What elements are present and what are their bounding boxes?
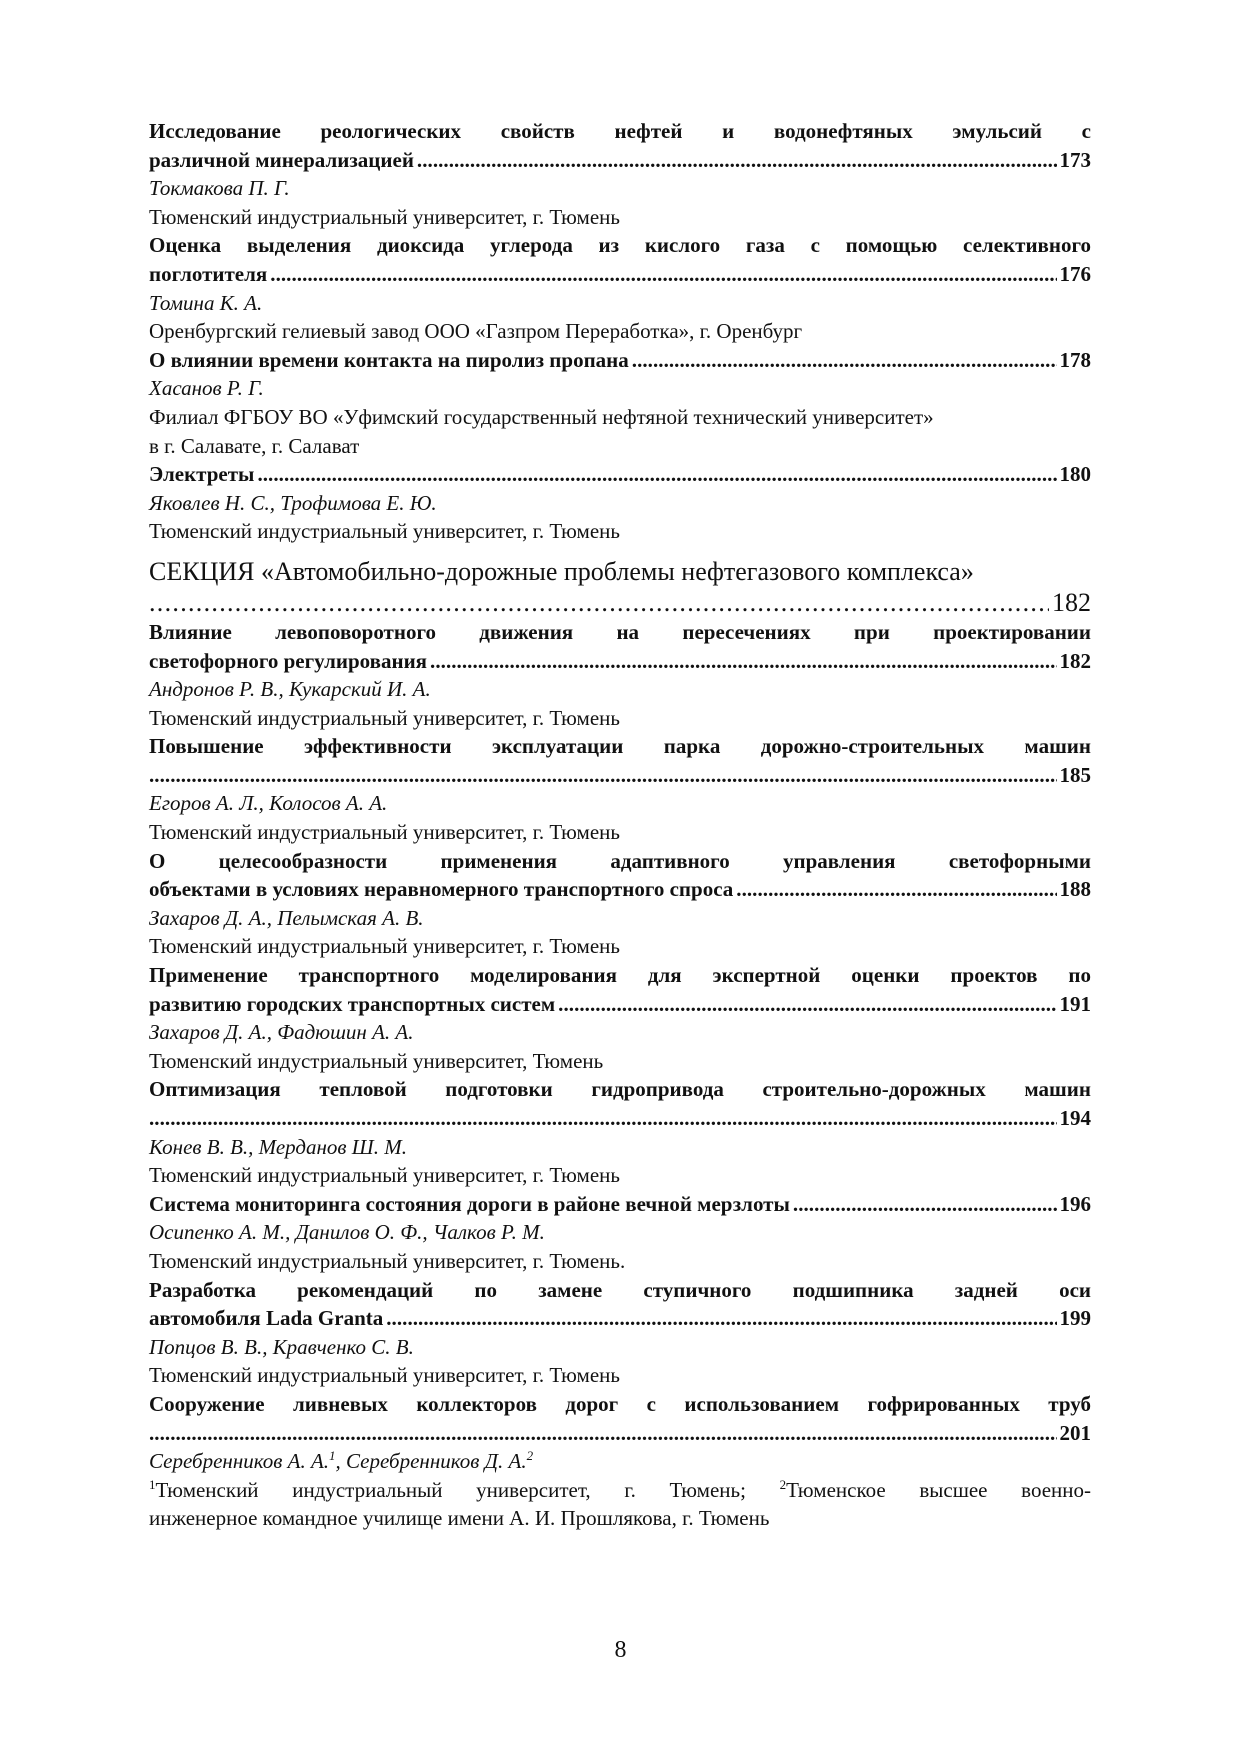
page-ref: 191 — [1059, 991, 1091, 1016]
leader-dots — [149, 761, 1057, 790]
entry-authors: Конев В. В., Мерданов Ш. М. — [149, 1134, 407, 1159]
page-ref: 185 — [1059, 762, 1091, 787]
entry-title-end: объектами в условиях неравномерного транспортного спроса — [149, 877, 734, 902]
toc-leader-line[interactable] — [149, 260, 1091, 289]
entry-authors: Томина К. А. — [149, 290, 263, 315]
entry-authors: Хасанов Р. Г. — [149, 376, 264, 401]
toc-entry — [149, 732, 1091, 846]
entry-affiliation: Филиал ФГБОУ ВО «Уфимский государственный нефтяной технический университет» — [149, 404, 934, 429]
entry-title-end: автомобиля Lada Granta — [149, 1306, 384, 1331]
entry-title-end: светофорного регулирования — [149, 648, 428, 673]
toc-leader-line[interactable] — [149, 1419, 1091, 1448]
entry-affiliation: Тюменский индустриальный университет, г. Тюмень — [149, 204, 620, 229]
footnote-mark: 1 — [149, 1476, 156, 1492]
page-ref: 201 — [1059, 1420, 1091, 1445]
entry-affiliation-cont: в г. Салавате, г. Салават — [149, 433, 360, 458]
leader-dots — [430, 647, 1056, 676]
entry-authors: Яковлев Н. С., Трофимова Е. Ю. — [149, 490, 437, 515]
toc-entry — [149, 346, 1091, 460]
leader-dots — [386, 1304, 1056, 1333]
entry-title-end: различной минерализацией — [149, 147, 414, 172]
entry-title: Система мониторинга состояния дороги в районе вечной мерзлоты — [149, 1191, 790, 1216]
leader-dots — [257, 460, 1056, 489]
table-of-contents — [149, 117, 1091, 1533]
entry-title: О целесообразности применения адаптивного управления светофорными — [149, 848, 1091, 873]
page-ref: 178 — [1059, 347, 1091, 372]
page-ref: 196 — [1059, 1191, 1091, 1216]
entry-affiliation: Тюменский индустриальный университет, г. Тюмень — [149, 934, 620, 959]
entry-title-end: поглотителя — [149, 261, 268, 286]
entry-authors: Захаров Д. А., Фадюшин А. А. — [149, 1020, 414, 1045]
entry-affiliation-cont: инженерное командное училище имени А. И. Прошлякова, г. Тюмень — [149, 1506, 770, 1531]
page-ref: 176 — [1059, 261, 1091, 286]
section-page-ref: 182 — [1052, 587, 1091, 617]
author-name: Серебренников Д. А. — [346, 1449, 527, 1474]
page-ref: 194 — [1059, 1106, 1091, 1130]
leader-dots — [417, 146, 1057, 175]
toc-entry — [149, 961, 1091, 1075]
author-separator: , — [335, 1449, 347, 1474]
entry-affiliation: Оренбургский гелиевый завод ООО «Газпром Переработка», г. Оренбург — [149, 319, 803, 344]
entry-title: Повышение эффективности эксплуатации парка дорожно-строительных машин — [149, 734, 1091, 759]
entry-authors: Токмакова П. Г. — [149, 176, 290, 201]
toc-entry — [149, 460, 1091, 546]
toc-leader-line[interactable] — [149, 146, 1091, 175]
entry-title: О влиянии времени контакта на пиролиз пропана — [149, 347, 629, 372]
entry-affiliation: Тюменский индустриальный университет, г. Тюмень — [149, 1163, 620, 1188]
page-ref: 182 — [1059, 648, 1091, 673]
entry-title: Оценка выделения диоксида углерода из кислого газа с помощью селективного — [149, 233, 1091, 258]
section-leader-line — [149, 588, 1091, 618]
affiliation-text: Тюменское высшее военно- — [786, 1477, 1091, 1502]
entry-affiliation: Тюменский индустриальный университет, г. Тюмень — [149, 820, 620, 845]
entry-title: Разработка рекомендаций по замене ступичного подшипника задней оси — [149, 1277, 1091, 1302]
entry-authors: Егоров А. Л., Колосов А. А. — [149, 791, 388, 816]
author-name: Серебренников А. А. — [149, 1449, 330, 1474]
toc-leader-line[interactable] — [149, 990, 1091, 1019]
entry-affiliation — [149, 1476, 1091, 1505]
toc-leader-line[interactable] — [149, 460, 1091, 489]
leader-dots — [270, 260, 1056, 289]
toc-entry — [149, 1075, 1091, 1189]
page-ref: 173 — [1059, 147, 1091, 172]
footnote-mark: 2 — [779, 1476, 787, 1492]
affiliation-text: Тюменский индустриальный университет, г. Тюмень; — [155, 1477, 780, 1502]
toc-leader-line[interactable] — [149, 1104, 1091, 1133]
entry-title: Оптимизация тепловой подготовки гидропривода строительно-дорожных машин — [149, 1077, 1091, 1102]
entry-affiliation: Тюменский индустриальный университет, г. Тюмень — [149, 519, 620, 544]
entry-title: Применение транспортного моделирования для экспертной оценки проектов по — [149, 963, 1091, 988]
entry-authors: Попцов В. В., Кравченко С. В. — [149, 1334, 414, 1359]
entry-affiliation: Тюменский индустриальный университет, г. Тюмень. — [149, 1248, 626, 1273]
toc-entry — [149, 1390, 1091, 1533]
entry-title: Сооружение ливневых коллекторов дорог с использованием гофрированных труб — [149, 1391, 1091, 1416]
leader-dots — [736, 875, 1056, 904]
section-title: СЕКЦИЯ «Автомобильно-дорожные проблемы нефтегазового комплекса» — [149, 556, 974, 586]
entry-title: Электреты — [149, 462, 255, 487]
toc-leader-line[interactable] — [149, 1304, 1091, 1333]
toc-leader-line[interactable] — [149, 761, 1091, 790]
entry-title: Влияние левоповоротного движения на пересечениях при проектировании — [149, 619, 1091, 644]
leader-dots — [149, 1104, 1057, 1133]
page-number: 8 — [614, 1637, 627, 1663]
toc-entry — [149, 1190, 1091, 1276]
leader-dots — [632, 346, 1057, 375]
page-ref: 199 — [1059, 1306, 1091, 1331]
entry-authors: Андронов Р. В., Кукарский И. А. — [149, 677, 431, 702]
entry-affiliation: Тюменский индустриальный университет, г. Тюмень — [149, 1363, 620, 1388]
entry-authors: Захаров Д. А., Пелымская А. В. — [149, 905, 424, 930]
toc-entry — [149, 117, 1091, 231]
toc-entry — [149, 231, 1091, 345]
toc-leader-line[interactable] — [149, 647, 1091, 676]
page-ref: 180 — [1059, 462, 1091, 487]
entry-title-end: развитию городских транспортных систем — [149, 991, 556, 1016]
entry-authors — [149, 1447, 1091, 1476]
footnote-mark: 2 — [526, 1448, 534, 1464]
leader-dots — [558, 990, 1056, 1019]
page-ref: 188 — [1059, 877, 1091, 902]
toc-entry — [149, 618, 1091, 732]
entry-affiliation: Тюменский индустриальный университет, г. Тюмень — [149, 705, 620, 730]
toc-leader-line[interactable] — [149, 346, 1091, 375]
leader-dots — [793, 1190, 1057, 1219]
footnote-mark: 1 — [329, 1448, 336, 1464]
toc-entry — [149, 1276, 1091, 1390]
leader-dots — [149, 1419, 1057, 1448]
section-heading[interactable] — [149, 556, 1091, 618]
toc-leader-line[interactable] — [149, 1190, 1091, 1219]
entry-affiliation: Тюменский индустриальный университет, Тюмень — [149, 1048, 604, 1073]
toc-entry — [149, 847, 1091, 961]
entry-title: Исследование реологических свойств нефтей и водонефтяных эмульсий с — [149, 119, 1091, 143]
toc-leader-line[interactable] — [149, 875, 1091, 904]
entry-authors: Осипенко А. М., Данилов О. Ф., Чалков Р. М. — [149, 1220, 545, 1245]
leader-dots — [149, 588, 1049, 618]
